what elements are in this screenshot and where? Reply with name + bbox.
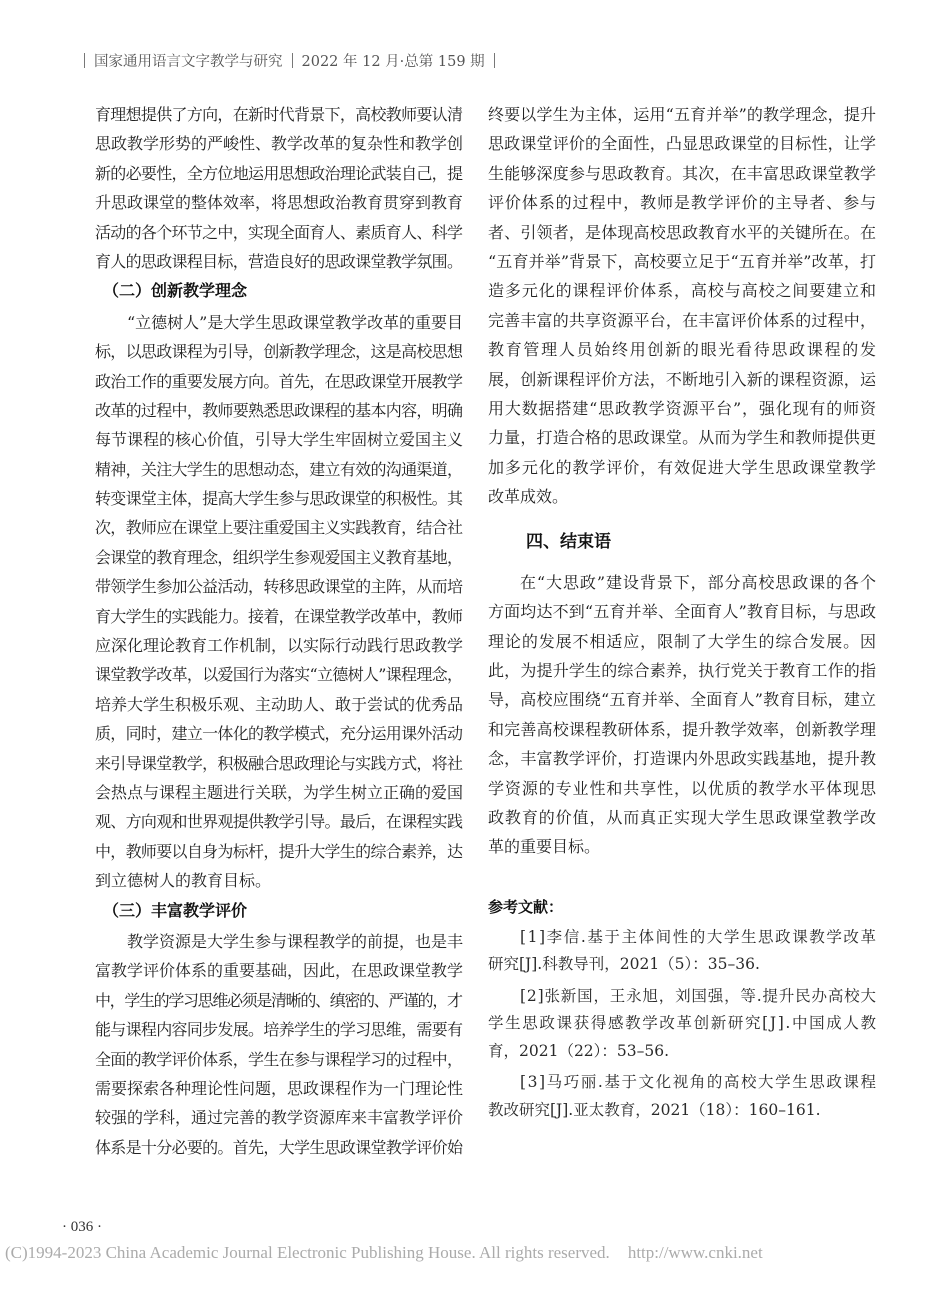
text-line: 学资源的专业性和共享性，以优质的教学水平体现思 [488,778,877,798]
running-header [75,50,504,70]
text-line: 到立德树人的教育目标。 [95,871,272,891]
right-column [488,100,876,1124]
reference-entry [488,1069,876,1124]
text-line: 来引导课堂教学，积极融合思政理论与实践方式，将社 [95,753,463,773]
text-line: 质，同时，建立一体化的教学模式，充分运用课外活动 [95,724,463,744]
text-line: 中，教师要以自身为标杆，提升大学生的综合素养，达 [95,841,463,861]
copyright-line [5,1242,763,1264]
text-line: 政教育的价值，从而真正实现大学生思政课堂教学改 [488,807,877,827]
text-line: 学生思政课获得感教学改革创新研究[J].中国成人教 [488,1014,878,1033]
text-line: 培养大学生积极乐观、主动助人、敢于尝试的优秀品 [95,694,463,714]
text-line: 念，丰富教学评价，打造课内外思政实践基地，提升教 [488,749,877,769]
text-line: 改革成效。 [488,487,569,507]
text-line: 全面的教学评价体系，学生在参与课程学习的过程中， [95,1049,463,1069]
text-line: 造多元化的课程评价体系，高校与高校之间要建立和 [488,281,877,301]
text-line: 次，教师应在课堂上要注重爱国主义实践教育，结合社 [95,518,463,538]
paragraph [95,100,463,276]
text-line: 革的重要目标。 [488,837,601,857]
text-line: 会课堂的教育理念，组织学生参观爱国主义教育基地， [95,547,463,567]
page-number: · 036 · [62,1219,102,1235]
text-line: 教学资源是大学生参与课程教学的前提，也是丰 [127,931,463,951]
text-line: 能与课程内容同步发展。培养学生的学习思维，需要有 [95,1020,463,1040]
text-line: 富教学评价体系的重要基础，因此，在思政课堂教学 [95,961,463,981]
header-divider [84,53,85,68]
paragraph [488,100,876,511]
text-line: 加多元化的教学评价，有效促进大学生思政课堂教学 [488,457,877,477]
paragraph [488,568,876,862]
reference-entry [488,924,876,979]
paragraph [95,927,463,1162]
text-line: 带领学生参加公益活动，转移思政课堂的主阵，从而培 [95,577,463,597]
cnki-url: http://www.cnki.net [627,1243,763,1262]
journal-name: 国家通用语言文字教学与研究 [94,53,283,70]
text-line: 转变课堂主体，提高大学生参与思政课堂的积极性。其 [95,489,463,509]
text-line: [2]张新国，王永旭，刘国强，等.提升民办高校大 [520,986,877,1005]
section-heading: （三）丰富教学评价 [103,900,248,920]
text-line: 者、引领者，是体现高校思政教育水平的关键所在。在 [488,222,877,242]
text-line: 体系是十分必要的。首先，大学生思政课堂教学评价始 [95,1137,463,1157]
header-divider [494,53,495,68]
text-line: 在“大思政”建设背景下，部分高校思政课的各个 [520,572,877,592]
text-line: 完善丰富的共享资源平台，在丰富评价体系的过程中， [488,310,877,330]
section-heading: （二）创新教学理念 [103,281,248,301]
text-line: 思政课堂评价的全面性，凸显思政课堂的目标性，让学 [488,134,877,154]
text-line: 力量，打造合格的思政课堂。从而为学生和教师提供更 [488,428,877,448]
text-line: 用大数据搭建“思政教学资源平台”，强化现有的师资 [488,398,877,418]
left-column [95,100,463,1162]
text-line: 活动的各个环节之中，实现全面育人、素质育人、科学 [95,222,463,242]
paragraph [95,308,463,896]
issue-info: 2022 年 12 月·总第 159 期 [301,53,485,70]
text-line: “立德树人”是大学生思政课堂教学改革的重要目 [127,312,463,332]
text-line: 此，为提升学生的综合素养，执行党关于教育工作的指 [488,661,877,681]
text-line: 每节课程的核心价值，引导大学生牢固树立爱国主义 [95,430,463,450]
text-line: 导，高校应围绕“五育并举、全面育人”教育目标，建立 [488,690,877,710]
text-line: 教改研究[J].亚太教育，2021（18）：160–161. [488,1100,821,1119]
reference-entry [488,983,876,1066]
text-line: 育理想提供了方向，在新时代背景下，高校教师要认清 [95,105,463,124]
text-line: 新的必要性，全方位地运用思想政治理论武装自己，提 [95,163,463,183]
text-line: 应深化理论教育工作机制，以实际行动践行思政教学 [95,636,463,656]
copyright-text: (C)1994-2023 China Academic Journal Electronic Publishing House. All rights reserved. [5,1243,610,1262]
text-line: 和完善高校课程教研体系，提升教学效率，创新教学理 [488,719,877,739]
text-line: 标，以思政课程为引导，创新教学理念，这是高校思想 [95,342,463,362]
text-line: 政治工作的重要发展方向。首先，在思政课堂开展教学 [95,371,463,391]
text-line: 育，2021（22）：53–56. [488,1041,670,1060]
text-line: 评价体系的过程中，教师是教学评价的主导者、参与 [488,193,877,213]
text-line: 展，创新课程评价方法，不断地引入新的课程资源，运 [488,369,877,389]
text-line: 思政教学形势的严峻性、教学改革的复杂性和教学创 [95,134,463,154]
text-line: 生能够深度参与思政教育。其次，在丰富思政课堂教学 [488,163,877,183]
text-line: 育人的思政课程目标，营造良好的思政课堂教学氛围。 [95,251,463,271]
text-line: [1]李信.基于主体间性的大学生思政课教学改革 [520,927,878,946]
text-line: 理论的发展不相适应，限制了大学生的综合发展。因 [488,631,877,651]
text-line: 终要以学生为主体，运用“五育并举”的教学理念，提升 [488,105,877,124]
text-line: 中，学生的学习思维必须是清晰的、缜密的、严谨的，才 [95,990,462,1010]
text-line: 会热点与课程主题进行关联，为学生树立正确的爱国 [95,782,463,802]
text-line: [3]马巧丽.基于文化视角的高校大学生思政课程 [520,1073,878,1092]
text-line: 需要探索各种理论性问题，思政课程作为一门理论性 [95,1078,463,1098]
text-line: 较强的学科，通过完善的教学资源库来丰富教学评价 [95,1108,463,1128]
text-line: 研究[J].科教导刊，2021（5）：35–36. [488,955,760,974]
references-title: 参考文献： [488,897,564,916]
text-line: 改革的过程中，教师要熟悉思政课程的基本内容，明确 [95,400,463,420]
text-line: 教育管理人员始终用创新的眼光看待思政课程的发 [488,340,878,360]
text-line: 方面均达不到“五育并举、全面育人”教育目标，与思政 [488,602,877,622]
text-line: 课堂教学改革，以爱国行为落实“立德树人”课程理念， [95,665,463,685]
text-line: 精神，关注大学生的思想动态，建立有效的沟通渠道， [95,459,463,479]
section-heading: 四、结束语 [526,532,611,553]
text-line: 育大学生的实践能力。接着，在课堂教学改革中，教师 [95,606,463,626]
text-line: 升思政课堂的整体效率，将思想政治教育贯穿到教育 [95,193,463,213]
text-line: 观、方向观和世界观提供教学引导。最后，在课程实践 [95,812,463,832]
text-line: “五育并举”背景下，高校要立足于“五育并举”改革，打 [488,251,877,271]
header-divider [292,53,293,68]
